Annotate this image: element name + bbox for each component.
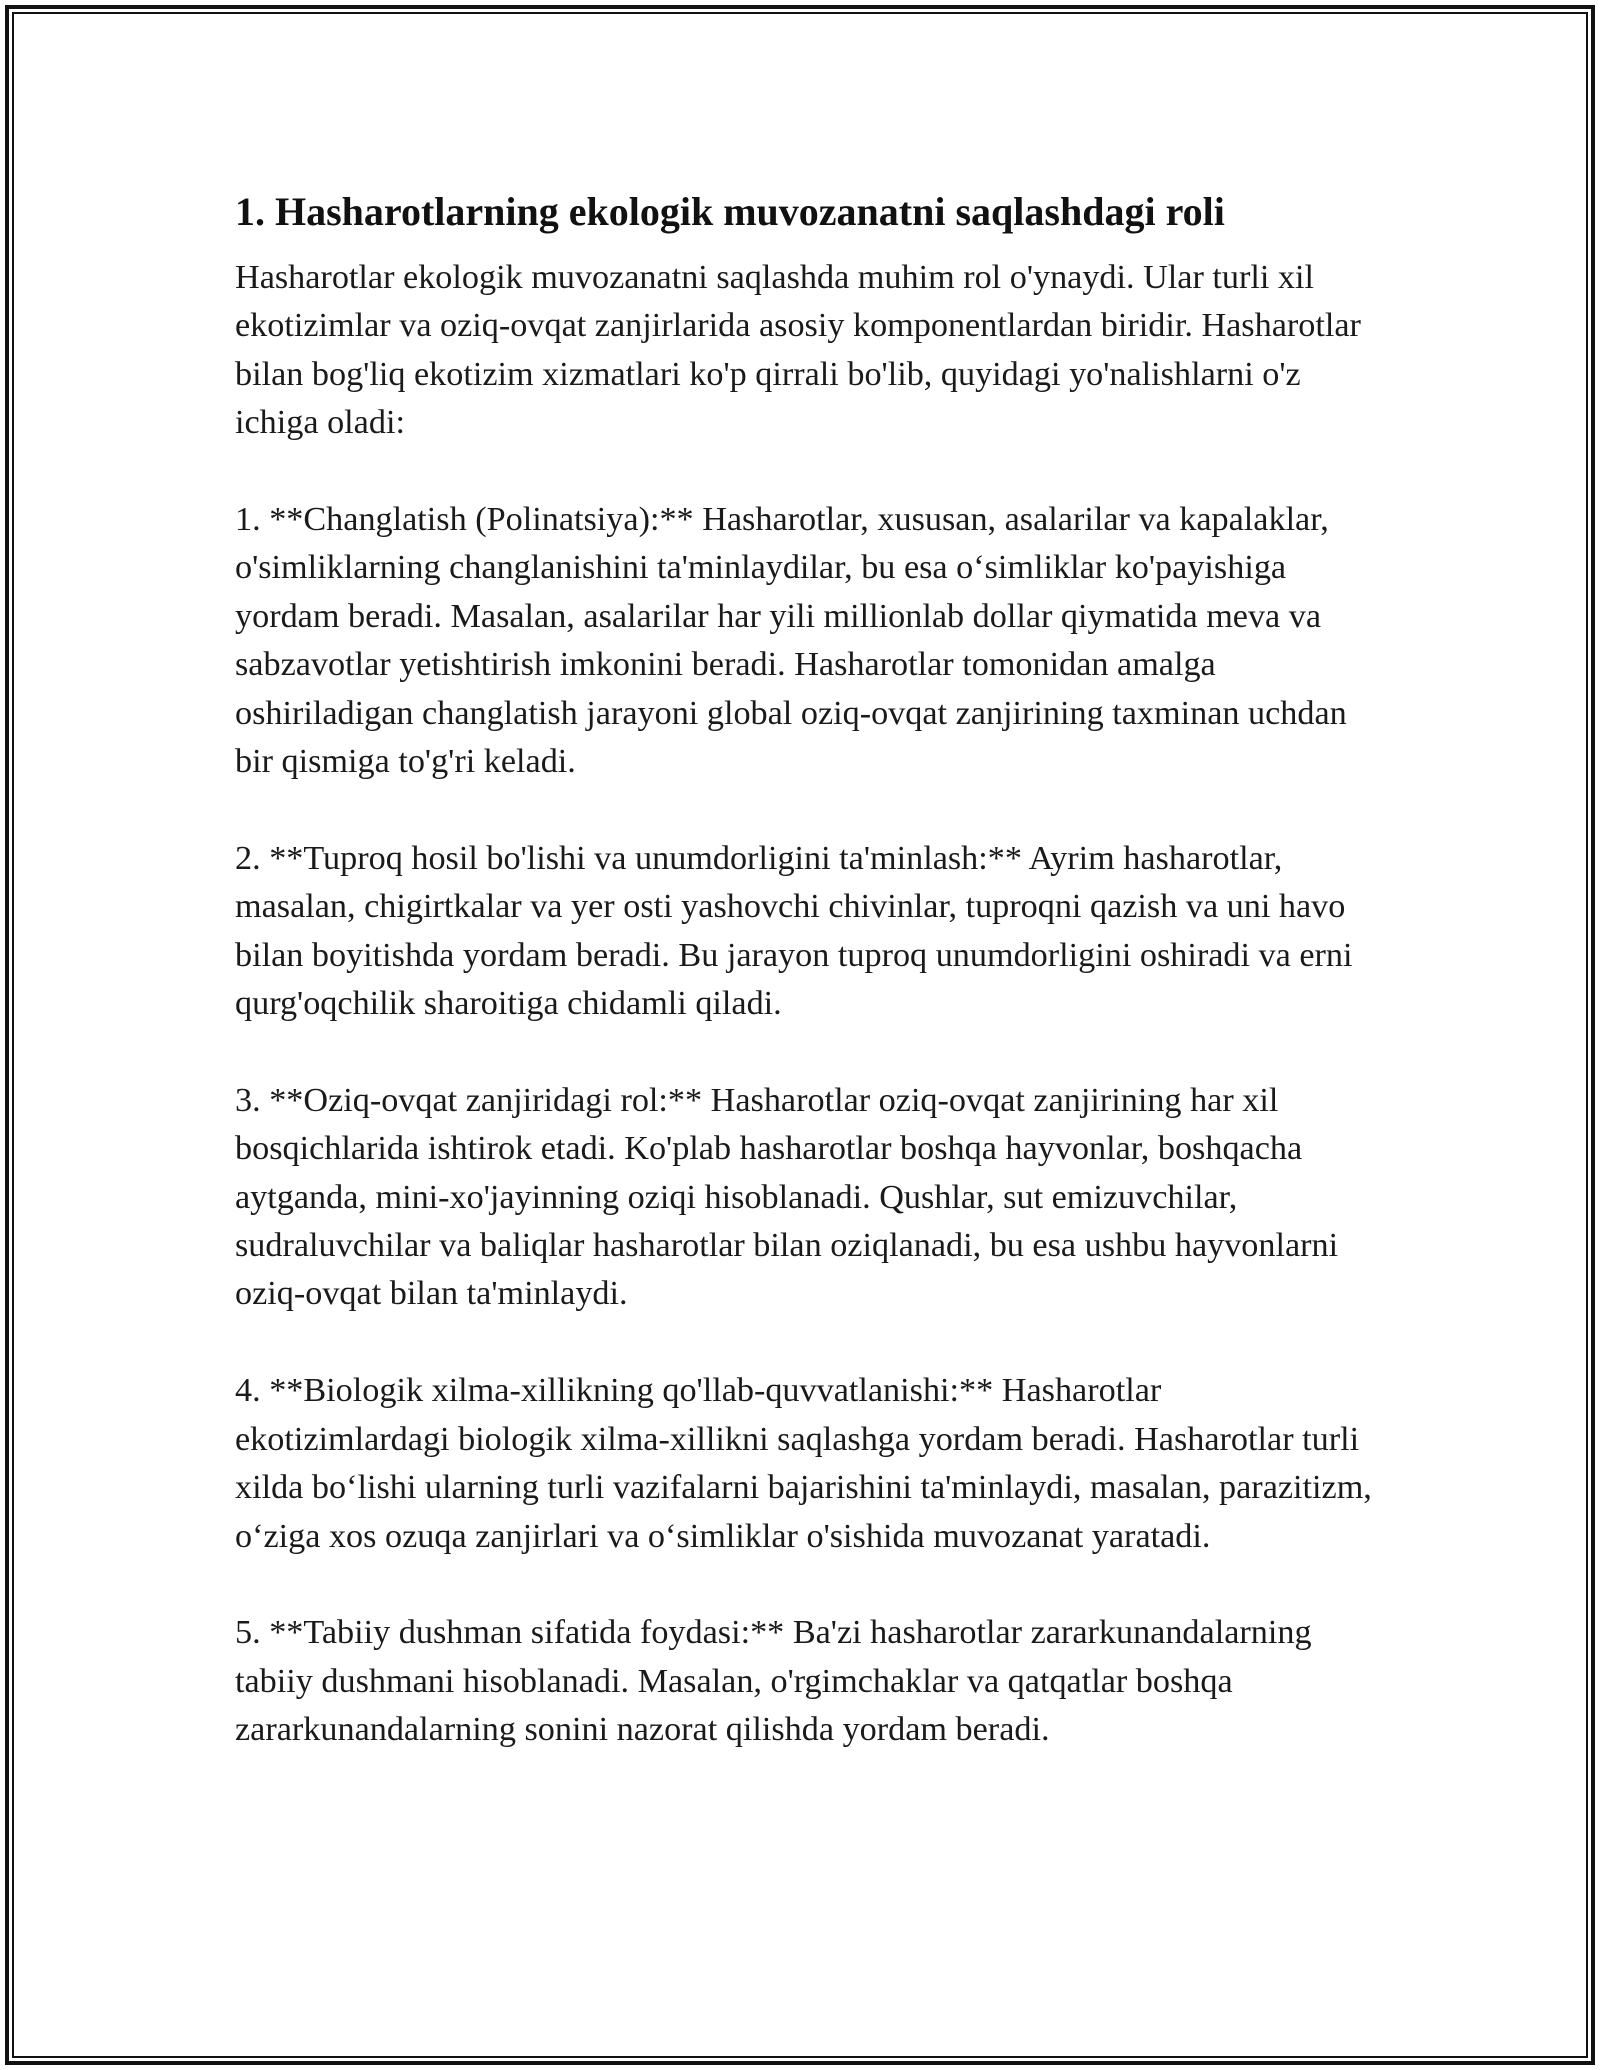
point-soil-fertility: 2. **Tuproq hosil bo'lishi va unumdorligini ta'minlash:** Ayrim hasharotlar, masalan, chigirtkalar va yer osti yashovchi chivinlar, tuproqni qazish va uni havo bilan boyitishda yordam beradi. Bu jarayon tuproq unumdorligini oshiradi va erni qurg'oqchilik sharoitiga chidamli qiladi. <box>235 839 1353 1023</box>
intro-paragraph: Hasharotlar ekologik muvozanatni saqlashda muhim rol o'ynaydi. Ular turli xil ekotizimlar va oziq-ovqat zanjirlarida asosiy komponentlardan biridir. Hasharotlar bilan bog'liq ekotizim xizmatlari ko'p qirrali bo'lib, quyidagi yo'nalishlarni o'z ichiga oladi: <box>235 259 1361 442</box>
point-pollination: 1. **Changlatish (Polinatsiya):** Hasharotlar, xususan, asalarilar va kapalaklar, o'simliklarning changlanishini ta'minlaydilar, bu esa o‘simliklar ko'payishiga yordam beradi. Masalan, asalarilar har yili millionlab dollar qiymatida meva va sabzavotlar yetishtirish imkonini beradi. Hasharotlar tomonidan amalga oshiriladigan changlatish jarayoni global oziq-ovqat zanjirining taxminan uchdan bir qismiga to'g'ri keladi. <box>235 501 1347 781</box>
document-body <box>235 186 1375 1755</box>
point-food-chain: 3. **Oziq-ovqat zanjiridagi rol:** Hasharotlar oziq-ovqat zanjirining har xil bosqichlarida ishtirok etadi. Ko'plab hasharotlar boshqa hayvonlar, boshqacha aytganda, mini-xo'jayinning oziqi hisoblanadi. Qushlar, sut emizuvchilar, sudraluvchilar va baliqlar hasharotlar bilan oziqlanadi, bu esa ushbu hayvonlarni oziq-ovqat bilan ta'minlaydi. <box>235 1081 1339 1313</box>
point-natural-enemy: 5. **Tabiiy dushman sifatida foydasi:** Ba'zi hasharotlar zararkunandalarning tabiiy dushmani hisoblanadi. Masalan, o'rgimchaklar va qatqatlar boshqa zararkunandalarning sonini nazorat qilishda yordam beradi. <box>235 1614 1312 1749</box>
point-biodiversity: 4. **Biologik xilma-xillikning qo'llab-quvvatlanishi:** Hasharotlar ekotizimlardagi biologik xilma-xillikni saqlashga yordam beradi. Hasharotlar turli xilda bo‘lishi ularning turli vazifalarni bajarishini ta'minlaydi, masalan, parazitizm, o‘ziga xos ozuqa zanjirlari va o‘simliklar o'sishida muvozanat yaratadi. <box>235 1372 1372 1555</box>
section-heading: 1. Hasharotlarning ekologik muvozanatni saqlashdagi roli <box>235 189 1225 234</box>
